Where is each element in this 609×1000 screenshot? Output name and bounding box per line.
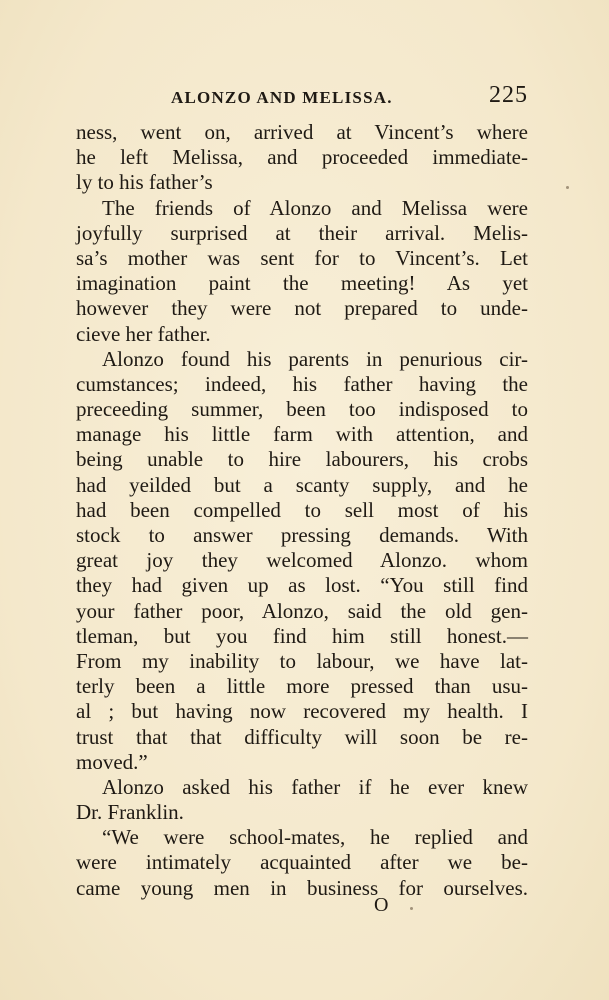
text-line: however they were not prepared to unde-	[76, 296, 528, 321]
signature-mark: O	[374, 894, 389, 916]
text-line: he left Melissa, and proceeded immediate-	[76, 145, 528, 170]
page-speck	[566, 186, 569, 189]
text-line: sa’s mother was sent for to Vincent’s. Let	[76, 245, 528, 270]
text-line: “We were school-mates, he replied and	[102, 825, 528, 850]
text-line: preceeding summer, been too indisposed to	[76, 397, 528, 422]
text-line: stock to answer pressing demands. With	[76, 523, 528, 547]
text-line: Alonzo found his parents in penurious cir-	[102, 346, 528, 371]
text-line: great joy they welcomed Alonzo. whom	[76, 548, 528, 573]
text-line: were intimately acquainted after we be-	[76, 850, 528, 875]
text-line: imagination paint the meeting! As yet	[76, 271, 528, 296]
text-line: Alonzo asked his father if he ever knew	[102, 774, 528, 799]
text-line: cieve her father.	[76, 321, 211, 346]
running-title: ALONZO AND MELISSA.	[171, 88, 393, 107]
page-number: 225	[489, 82, 528, 108]
text-line: From my inability to labour, we have lat-	[76, 648, 528, 673]
text-line: ly to his father’s	[76, 170, 213, 195]
text-line: Dr. Franklin.	[76, 800, 184, 825]
text-line: al ; but having now recovered my health. I	[76, 699, 528, 724]
text-line: being unable to hire labourers, his crobs	[76, 447, 528, 472]
page-speck	[410, 907, 413, 910]
running-head	[76, 84, 528, 110]
text-line: tleman, but you find him still honest.—	[76, 623, 528, 648]
text-line: had been compelled to sell most of his	[76, 497, 528, 522]
body-text	[76, 120, 528, 901]
text-line: came young men in business for ourselves.	[76, 875, 528, 900]
text-line: had yeilded but a scanty supply, and he	[76, 472, 528, 497]
text-line: they had given up as lost. “You still find	[76, 573, 528, 598]
text-line: terly been a little more pressed than usu-	[76, 674, 528, 699]
text-line: trust that that difficulty will soon be re-	[76, 724, 528, 749]
text-line: moved.”	[76, 749, 148, 774]
text-line: manage his little farm with attention, and	[76, 422, 528, 447]
text-line: The friends of Alonzo and Melissa were	[102, 195, 528, 220]
text-line: cumstances; indeed, his father having the	[76, 371, 528, 396]
text-line: joyfully surprised at their arrival. Melis-	[76, 220, 528, 245]
text-line: ness, went on, arrived at Vincent’s where	[76, 120, 528, 144]
text-line: your father poor, Alonzo, said the old gen-	[76, 598, 528, 623]
